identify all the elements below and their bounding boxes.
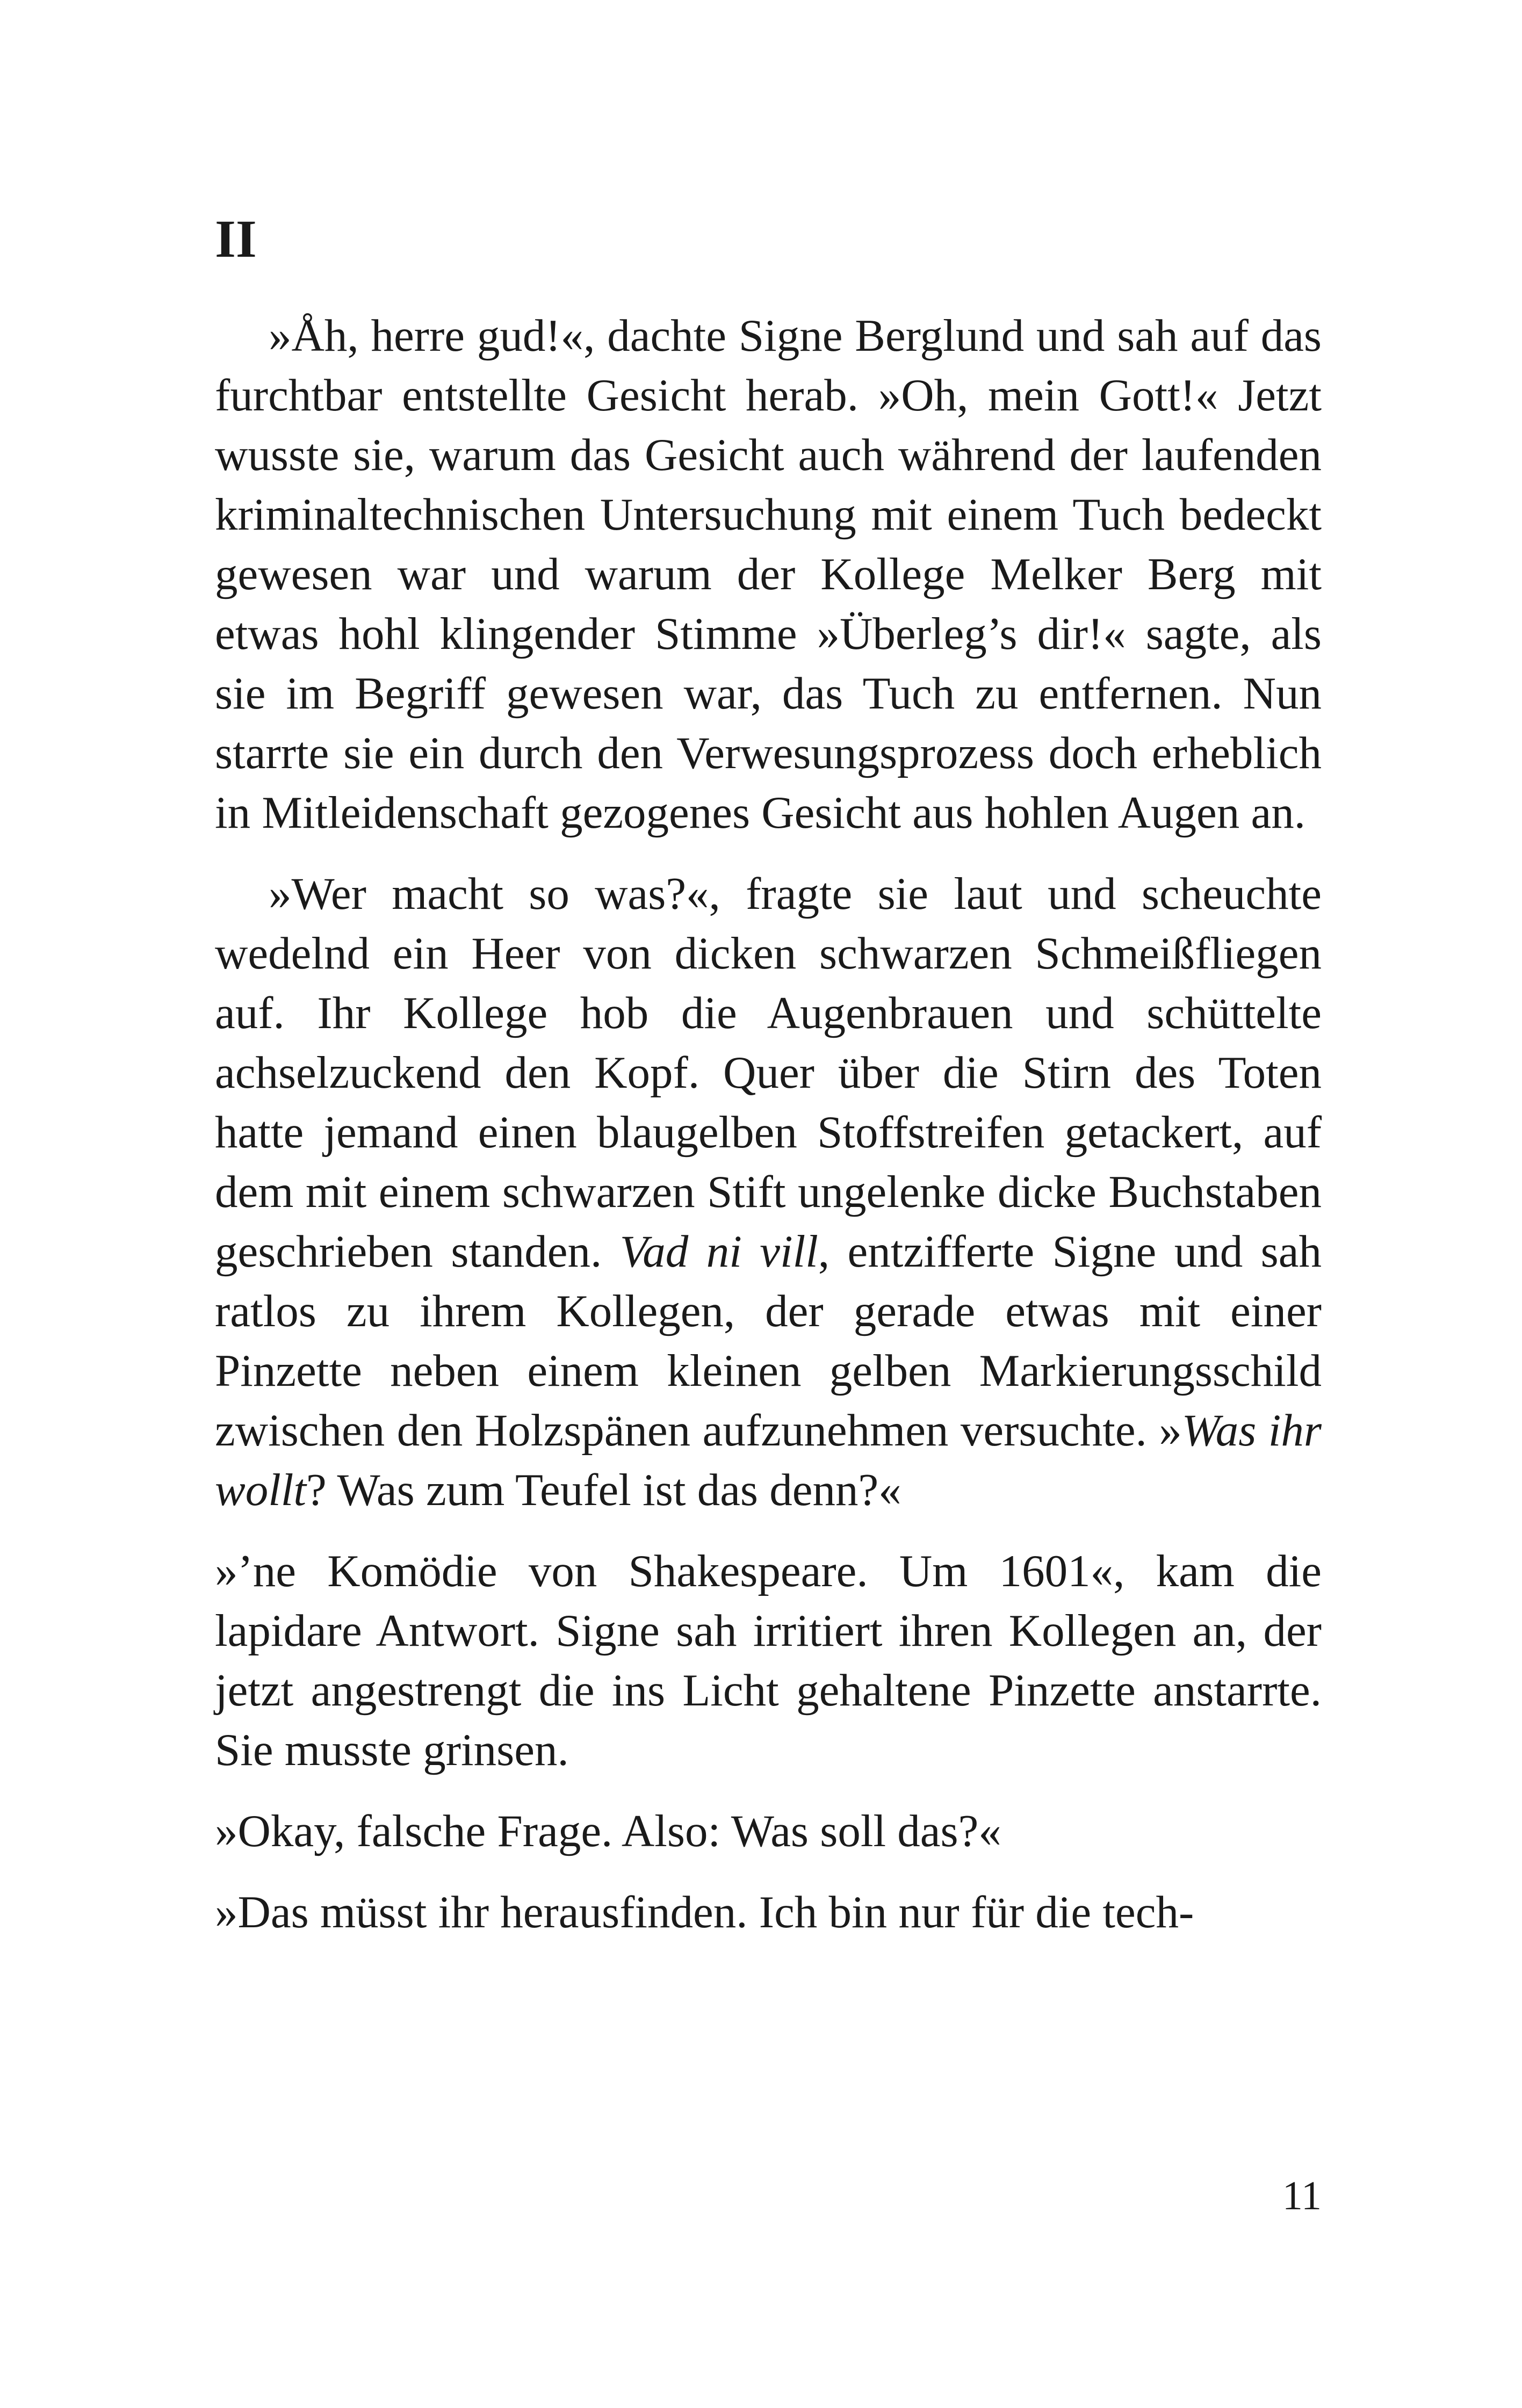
text-segment: »Das müsst ihr herausfinden. Ich bin nur für die tech- <box>215 1887 1194 1937</box>
text-segment: »Wer macht so was?«, fragte sie laut und scheuchte wedelnd ein Heer von dicken schwarzen Schmeißfliegen auf. Ihr Kollege hob die Augenbrauen und schüttelte achselzuckend den Kopf. Quer über die Stirn des Toten hatte jemand einen blaugelben Stoffstreifen getackert, auf dem mit einem schwarzen Stift ungelenke dicke Buchstaben geschrieben standen. <box>215 869 1322 1277</box>
text-segment: »’ne Komödie von Shakespeare. Um 1601«, kam die lapidare Antwort. Signe sah irritiert ihren Kollegen an, der jetzt angestrengt die ins Licht gehaltene Pinzette anstarrte. Sie musste grinsen. <box>215 1546 1322 1775</box>
text-segment: »Åh, herre gud!«, dachte Signe Berglund und sah auf das furchtbar entstellte Gesicht herab. »Oh, mein Gott!« Jetzt wusste sie, warum das Gesicht auch während der laufenden kriminaltechnischen Untersuchung mit einem Tuch bedeckt gewesen war und warum der Kollege Melker Berg mit etwas hohl klingender Stimme »Überleg’s dir!« sagte, als sie im Begriff gewesen war, das Tuch zu entfernen. Nun starrte sie ein durch den Verwesungsprozess doch erheblich in Mitleidenschaft gezogenes Gesicht aus hohlen Augen an. <box>215 310 1322 838</box>
paragraph <box>215 1802 1322 1861</box>
body-text <box>215 306 1322 1964</box>
page-number: 11 <box>1282 2173 1322 2218</box>
italic-title: Vad ni vill <box>619 1226 818 1277</box>
text-segment: »Okay, falsche Frage. Also: Was soll das?« <box>215 1806 1001 1856</box>
chapter-heading: II <box>215 209 257 269</box>
paragraph <box>215 306 1322 843</box>
paragraph <box>215 1542 1322 1780</box>
text-segment: , entzifferte Signe und sah ratlos zu ihrem Kollegen, der gerade etwas mit einer Pinzette neben einem kleinen gelben Markierungsschild zwischen den Holzspänen aufzunehmen versuchte. » <box>215 1226 1322 1456</box>
text-segment: ? Was zum Teufel ist das denn?« <box>306 1465 901 1515</box>
paragraph <box>215 864 1322 1520</box>
italic-title: Was ihr wollt <box>215 1405 1322 1515</box>
paragraph <box>215 1883 1322 1942</box>
